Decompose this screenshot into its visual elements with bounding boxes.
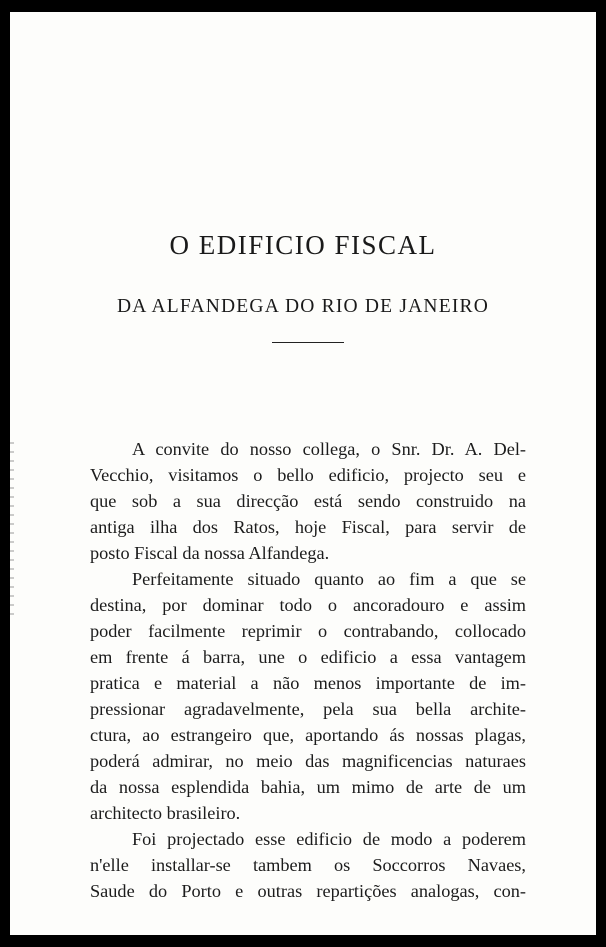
page-title: O EDIFICIO FISCAL — [169, 230, 437, 260]
text-line: poder facilmente reprimir o contrabando, collocado — [90, 621, 526, 641]
text-line: Perfeitamente situado quanto ao fim a que se — [132, 569, 526, 589]
text-line: em frente á barra, une o edificio a essa vantagem — [90, 647, 526, 667]
text-line: A convite do nosso collega, o Snr. Dr. A. Del- — [132, 439, 526, 459]
title-divider — [272, 342, 344, 343]
text-line: n'elle installar-se tambem os Soccorros Navaes, — [90, 855, 526, 875]
page-subtitle: DA ALFANDEGA DO RIO DE JANEIRO — [116, 296, 489, 317]
text-line: da nossa esplendida bahia, um mimo de arte de um — [90, 777, 526, 797]
text-line: Vecchio, visitamos o bello edificio, projecto seu e — [90, 465, 526, 485]
text-line: Saude do Porto e outras repartições analogas, con- — [90, 881, 526, 901]
text-line: destina, por dominar todo o ancoradouro e assim — [90, 595, 526, 615]
text-line: poderá admirar, no meio das magnificencias naturaes — [90, 751, 526, 771]
text-line: posto Fiscal da nossa Alfandega. — [90, 543, 330, 563]
text-line: pratica e material a não menos importante de im- — [90, 673, 526, 693]
text-line: Foi projectado esse edificio de modo a poderem — [132, 829, 526, 849]
text-line: architecto brasileiro. — [90, 803, 241, 823]
text-line: ctura, ao estrangeiro que, aportando ás nossas plagas, — [90, 725, 526, 745]
text-line: antiga ilha dos Ratos, hoje Fiscal, para servir de — [90, 517, 526, 537]
text-line: pressionar agradavelmente, pela sua bella archite- — [90, 699, 526, 719]
text-line: que sob a sua direcção está sendo construido na — [90, 491, 526, 511]
book-page — [10, 12, 596, 935]
scan-edge-marks — [10, 442, 14, 622]
